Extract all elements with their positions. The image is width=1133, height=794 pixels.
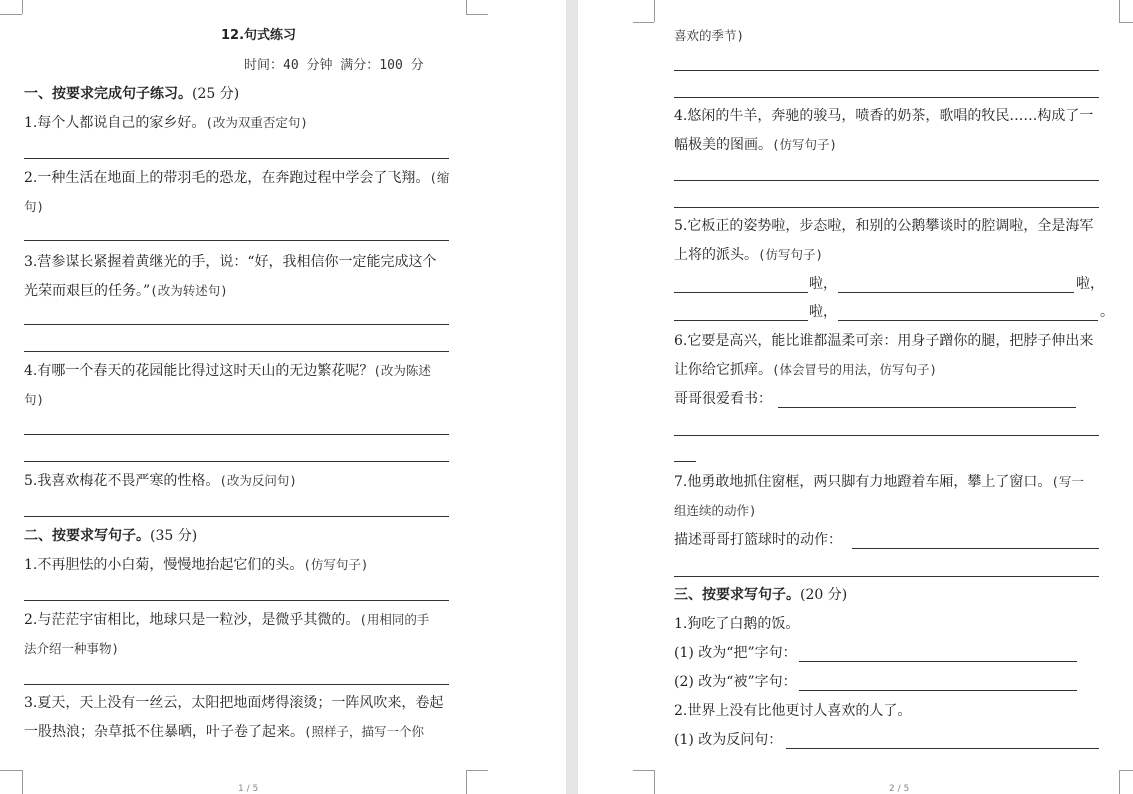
answer-line[interactable] xyxy=(24,516,449,517)
question-3-2: 2.世界上没有比他更讨人喜欢的人了。 xyxy=(674,703,912,719)
fill-blank[interactable] xyxy=(674,292,808,293)
answer-line[interactable] xyxy=(674,97,1099,98)
crop-mark xyxy=(22,770,23,794)
question-1-5: 5.我喜欢梅花不畏严寒的性格。(改为反问句) xyxy=(24,473,297,489)
answer-line[interactable] xyxy=(24,600,449,601)
section-2-heading: 二、按要求写句子。(35 分) xyxy=(24,528,198,544)
question-2-6: 6.它要是高兴，能比谁都温柔可亲：用身子蹭你的腿，把脖子伸出来 xyxy=(674,333,1094,349)
crop-mark xyxy=(466,770,488,771)
question-2-3: 3.夏天，天上没有一丝云，太阳把地面烤得滚烫；一阵风吹来，卷起 xyxy=(24,695,444,711)
crop-mark xyxy=(633,770,654,771)
crop-mark xyxy=(466,770,467,794)
answer-line[interactable] xyxy=(24,461,449,462)
page-title: 12.句式练习 xyxy=(221,28,297,43)
la-word: 啦， xyxy=(809,276,837,292)
exam-meta: 时间：40 分钟 满分：100 分 xyxy=(244,58,424,73)
answer-line[interactable] xyxy=(786,748,1099,749)
answer-line[interactable] xyxy=(24,324,449,325)
question-2-2-note: 法介绍一种事物) xyxy=(24,641,120,656)
crop-mark xyxy=(1119,22,1133,23)
question-1-4-note: 句) xyxy=(24,392,45,407)
fill-blank[interactable] xyxy=(674,320,808,321)
crop-mark xyxy=(633,22,654,23)
question-2-5: 5.它板正的姿势啦，步态啦，和别的公鹅攀谈时的腔调啦，全是海军 xyxy=(674,218,1094,234)
question-2-6-cont: 让你给它抓痒。(体会冒号的用法，仿写句子) xyxy=(674,362,938,378)
question-2-7-prompt: 描述哥哥打篮球时的动作： xyxy=(674,532,842,548)
answer-line[interactable] xyxy=(24,351,449,352)
fill-blank[interactable] xyxy=(838,292,1074,293)
answer-line[interactable] xyxy=(674,180,1099,181)
question-2-5-cont: 上将的派头。(仿写句子) xyxy=(674,247,824,263)
question-1-1: 1.每个人都说自己的家乡好。(改为双重否定句) xyxy=(24,115,308,131)
question-1-2: 2.一种生活在地面上的带羽毛的恐龙，在奔跑过程中学会了飞翔。(缩 xyxy=(24,170,450,186)
page-2 xyxy=(578,0,1133,794)
question-1-2-note: 句) xyxy=(24,199,45,214)
answer-line[interactable] xyxy=(674,461,696,462)
question-1-4: 4.有哪一个春天的花园能比得过这时天山的无边繁花呢？(改为陈述 xyxy=(24,363,431,379)
question-2-7: 7.他勇敢地抓住窗框，两只脚有力地蹬着车厢，攀上了窗口。(写一 xyxy=(674,474,1084,490)
answer-line[interactable] xyxy=(674,576,1099,577)
question-2-1: 1.不再胆怯的小白菊，慢慢地抬起它们的头。(仿写句子) xyxy=(24,557,369,573)
crop-mark xyxy=(0,770,22,771)
question-3-1b: (2) 改为“被”字句： xyxy=(674,674,797,690)
answer-line[interactable] xyxy=(24,434,449,435)
section-1-heading: 一、按要求完成句子练习。(25 分) xyxy=(24,86,240,102)
fill-blank[interactable] xyxy=(838,320,1098,321)
crop-mark xyxy=(466,0,467,14)
crop-mark xyxy=(0,14,22,15)
answer-line[interactable] xyxy=(799,661,1077,662)
la-word: 啦， xyxy=(1076,276,1104,292)
crop-mark xyxy=(654,0,655,22)
crop-mark xyxy=(654,770,655,794)
question-2-3-cont: 一股热浪；杂草抵不住暴晒，叶子卷了起来。(照样子，描写一个你 xyxy=(24,724,425,740)
la-word: 啦， xyxy=(809,304,837,320)
crop-mark xyxy=(22,0,23,14)
answer-line[interactable] xyxy=(24,158,449,159)
answer-line[interactable] xyxy=(674,207,1099,208)
answer-line[interactable] xyxy=(799,690,1077,691)
question-2-7-note: 组连续的动作) xyxy=(674,503,757,518)
question-2-4: 4.悠闲的牛羊，奔驰的骏马，喷香的奶茶，歌唱的牧民……构成了一 xyxy=(674,108,1094,124)
question-1-3-cont: 光荣而艰巨的任务。”(改为转述句) xyxy=(24,283,228,299)
answer-line[interactable] xyxy=(852,548,1099,549)
question-3-2a: (1) 改为反问句： xyxy=(674,732,783,748)
question-1-3: 3.营参谋长紧握着黄继光的手，说：“好，我相信你一定能完成这个 xyxy=(24,254,437,270)
question-3-1: 1.狗吃了白鹅的饭。 xyxy=(674,616,800,632)
answer-line[interactable] xyxy=(24,684,449,685)
period-mark: 。 xyxy=(1100,304,1114,320)
question-2-6-prompt: 哥哥很爱看书： xyxy=(674,391,772,407)
page-number: 1 / 5 xyxy=(238,784,259,794)
page-number: 2 / 5 xyxy=(889,784,910,794)
crop-mark xyxy=(466,14,488,15)
answer-line[interactable] xyxy=(778,407,1076,408)
crop-mark xyxy=(1119,0,1120,22)
answer-line[interactable] xyxy=(674,435,1099,436)
answer-line[interactable] xyxy=(674,70,1099,71)
question-2-2: 2.与茫茫宇宙相比，地球只是一粒沙，是微乎其微的。(用相同的手 xyxy=(24,612,430,628)
page-1 xyxy=(0,0,566,794)
answer-line[interactable] xyxy=(24,240,449,241)
crop-mark xyxy=(1119,770,1120,794)
question-3-1a: (1) 改为“把”字句： xyxy=(674,645,797,661)
question-2-4-cont: 幅极美的图画。(仿写句子) xyxy=(674,137,838,153)
question-2-3-note-cont: 喜欢的季节) xyxy=(674,28,745,43)
crop-mark xyxy=(1119,770,1133,771)
section-3-heading: 三、按要求写句子。(20 分) xyxy=(674,587,848,603)
